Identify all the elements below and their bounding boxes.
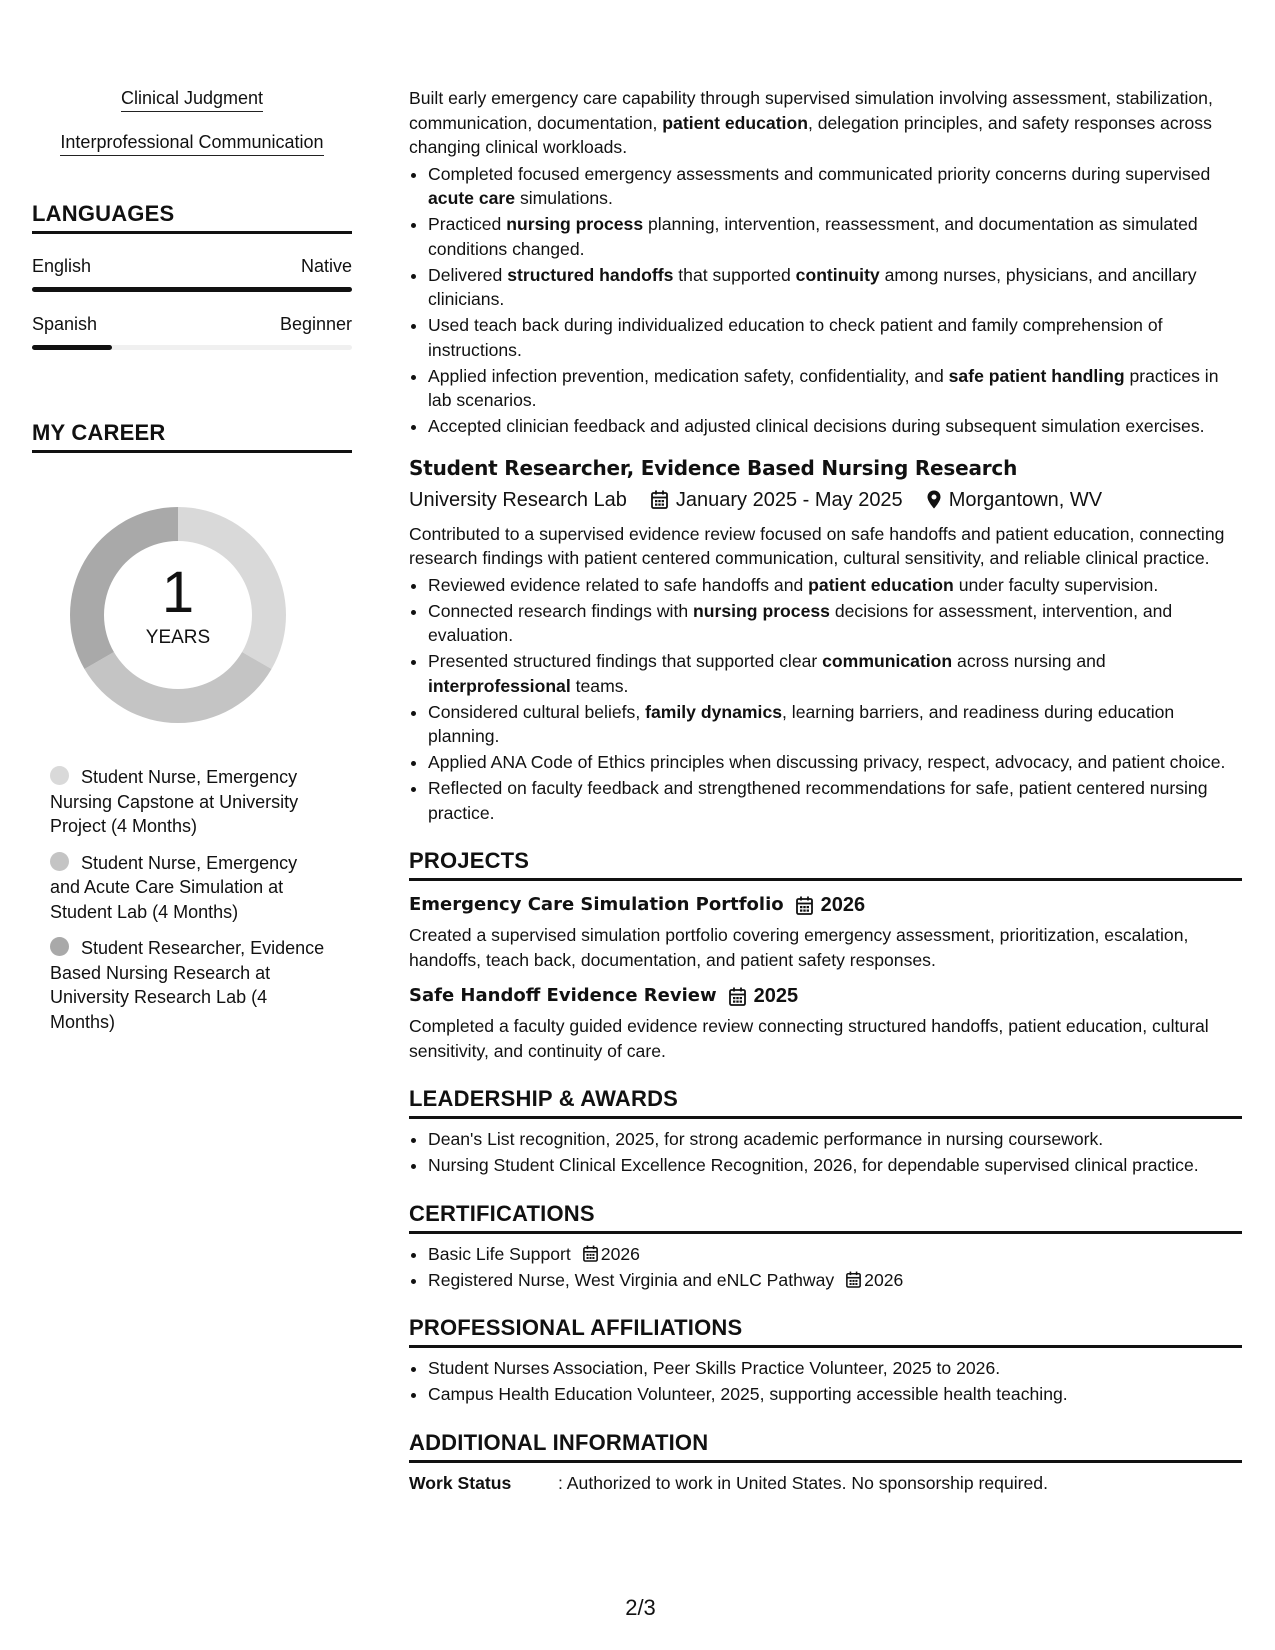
bullet-item: • Completed focused emergency assessments and communicated priority concerns during supervised acute care simulations. <box>428 162 1242 211</box>
legend-dot <box>50 937 69 956</box>
project-title: Safe Handoff Evidence Review <box>409 985 717 1006</box>
language-name: Spanish <box>32 314 98 334</box>
bullet-item: • Reflected on faculty feedback and strengthened recommendations for safe, patient centered nursing practice. <box>428 776 1242 825</box>
language-level: Native <box>300 256 352 276</box>
skill-item: Interprofessional Communication <box>32 130 352 156</box>
skill-item: Clinical Judgment <box>32 86 352 112</box>
main-column <box>409 86 1242 1495</box>
leadership-item: • Nursing Student Clinical Excellence Recognition, 2026, for dependable supervised clinical practice. <box>428 1153 1242 1178</box>
language-proficiency-fill <box>32 287 352 292</box>
legend-dot <box>50 852 69 871</box>
bullet-item: • Reviewed evidence related to safe handoffs and patient education under faculty supervision. <box>428 573 1242 598</box>
language-name: English <box>32 256 92 276</box>
bullet-item: • Accepted clinician feedback and adjusted clinical decisions during subsequent simulation exercises. <box>428 414 1242 439</box>
bold-keyword: safe patient handling <box>948 365 1125 386</box>
languages-heading: LANGUAGES <box>32 201 352 234</box>
bold-keyword: acute care <box>428 188 516 208</box>
calendar-icon <box>651 490 668 509</box>
job-summary: Contributed to a supervised evidence review focused on safe handoffs and patient education, connecting research findings with patient centered communication, cultural sensitivity, and reliable clinical practice. <box>409 523 1225 568</box>
calendar-icon <box>846 1271 861 1288</box>
job-title: Student Researcher, Evidence Based Nursing Research <box>409 455 1018 480</box>
leadership-list <box>409 1127 1242 1178</box>
project-year: 2025 <box>753 985 799 1007</box>
project-entry <box>409 982 1242 1063</box>
affiliation-item: • Campus Health Education Volunteer, 2025, supporting accessible health teaching. <box>428 1382 1242 1407</box>
leadership-heading: LEADERSHIP & AWARDS <box>409 1085 1242 1119</box>
project-year: 2026 <box>820 894 866 916</box>
bullet-item: • Delivered structured handoffs that supported continuity among nurses, physicians, and ancillary clinicians. <box>428 263 1242 312</box>
bullet-item: • Presented structured findings that supported clear communication across nursing and interprofessional teams. <box>428 649 1242 698</box>
bold-keyword: patient education <box>808 574 954 595</box>
project-entry <box>409 891 1242 972</box>
career-donut-chart <box>58 495 298 735</box>
affiliations-heading: PROFESSIONAL AFFILIATIONS <box>409 1314 1242 1348</box>
career-total-unit: YEARS <box>145 627 211 648</box>
calendar-icon <box>729 987 746 1006</box>
calendar-icon <box>583 1245 598 1262</box>
bullet-item: • Connected research findings with nursing process decisions for assessment, intervention, and evaluation. <box>428 599 1242 648</box>
affiliations-list <box>409 1356 1242 1407</box>
language-proficiency-bar <box>32 287 352 292</box>
job-bullets <box>409 573 1242 826</box>
bold-keyword: nursing process <box>693 600 830 621</box>
additional-info-heading: ADDITIONAL INFORMATION <box>409 1429 1242 1463</box>
project-description: Completed a faculty guided evidence review connecting structured handoffs, patient education, cultural sensitivity, and continuity of care. <box>409 1016 1209 1061</box>
project-title: Emergency Care Simulation Portfolio <box>409 894 784 915</box>
work-status-value: : Authorized to work in United States. No sponsorship required. <box>558 1472 1048 1493</box>
bold-keyword: communication <box>822 651 953 671</box>
certifications-heading: CERTIFICATIONS <box>409 1200 1242 1234</box>
bold-keyword: patient education <box>662 112 808 133</box>
projects-heading: PROJECTS <box>409 847 1242 881</box>
sidebar <box>32 86 352 1046</box>
bold-keyword: interprofessional <box>428 675 571 696</box>
certification-item <box>428 1242 1242 1267</box>
job-summary: Built early emergency care capability through supervised simulation involving assessment, stabilization, communication, documentation, patient education, delegation principles, and safety responses across changing clinical workloads. <box>409 88 1213 157</box>
language-level: Beginner <box>279 314 352 334</box>
language-entry-spanish <box>32 314 352 350</box>
bullet-item: • Used teach back during individualized education to check patient and family comprehension of instructions. <box>428 313 1242 362</box>
work-status-label: Work Status <box>409 1472 512 1493</box>
calendar-icon <box>796 896 813 915</box>
certification-name: Registered Nurse, West Virginia and eNLC Pathway <box>428 1269 835 1290</box>
certification-year: 2026 <box>864 1269 904 1290</box>
certification-year: 2026 <box>600 1243 640 1264</box>
job-location: Morgantown, WV <box>948 488 1103 511</box>
bold-keyword: continuity <box>795 264 880 285</box>
job-meta <box>409 484 1242 516</box>
bold-keyword: nursing process <box>506 214 644 234</box>
legend-dot <box>50 766 69 785</box>
certification-item <box>428 1268 1242 1293</box>
bullet-item: • Practiced nursing process planning, intervention, reassessment, and documentation as simulated conditions changed. <box>428 212 1242 261</box>
job-organization: University Research Lab <box>409 488 627 511</box>
language-entry-english <box>32 256 352 292</box>
language-proficiency-bar <box>32 345 352 350</box>
job-bullets <box>409 162 1242 439</box>
bold-keyword: family dynamics <box>645 701 783 722</box>
project-description: Created a supervised simulation portfolio covering emergency assessment, prioritization, escalation, handoffs, teach back, documentation, and patient safety responses. <box>409 925 1189 970</box>
career-legend-item: Student Nurse, Emergency Nursing Capstone at University Project (4 Months) <box>50 767 299 836</box>
bullet-item: • Applied infection prevention, medication safety, confidentiality, and safe patient handling practices in lab scenarios. <box>428 364 1242 413</box>
bold-keyword: structured handoffs <box>507 264 674 285</box>
affiliation-item: • Student Nurses Association, Peer Skills Practice Volunteer, 2025 to 2026. <box>428 1356 1242 1381</box>
bullet-item: • Applied ANA Code of Ethics principles when discussing privacy, respect, advocacy, and patient choice. <box>428 750 1242 775</box>
career-total-years: 1 <box>161 560 195 625</box>
certifications-list <box>409 1242 1242 1293</box>
career-legend-item: Student Nurse, Emergency and Acute Care Simulation at Student Lab (4 Months) <box>50 852 298 922</box>
work-status-row <box>409 1471 1242 1496</box>
bullet-item: • Considered cultural beliefs, family dynamics, learning barriers, and readiness during education planning. <box>428 700 1242 749</box>
leadership-item: • Dean's List recognition, 2025, for strong academic performance in nursing coursework. <box>428 1127 1242 1152</box>
page-number: 2/3 <box>625 1595 656 1620</box>
career-legend-item: Student Researcher, Evidence Based Nursing Research at University Research Lab (4 Months) <box>50 938 325 1032</box>
career-segment <box>84 652 271 723</box>
career-legend <box>50 765 330 1034</box>
job-dates: January 2025 - May 2025 <box>675 488 903 511</box>
career-heading: MY CAREER <box>32 420 352 453</box>
language-proficiency-fill <box>32 345 112 350</box>
certification-name: Basic Life Support <box>428 1243 571 1264</box>
location-pin-icon <box>927 490 941 509</box>
